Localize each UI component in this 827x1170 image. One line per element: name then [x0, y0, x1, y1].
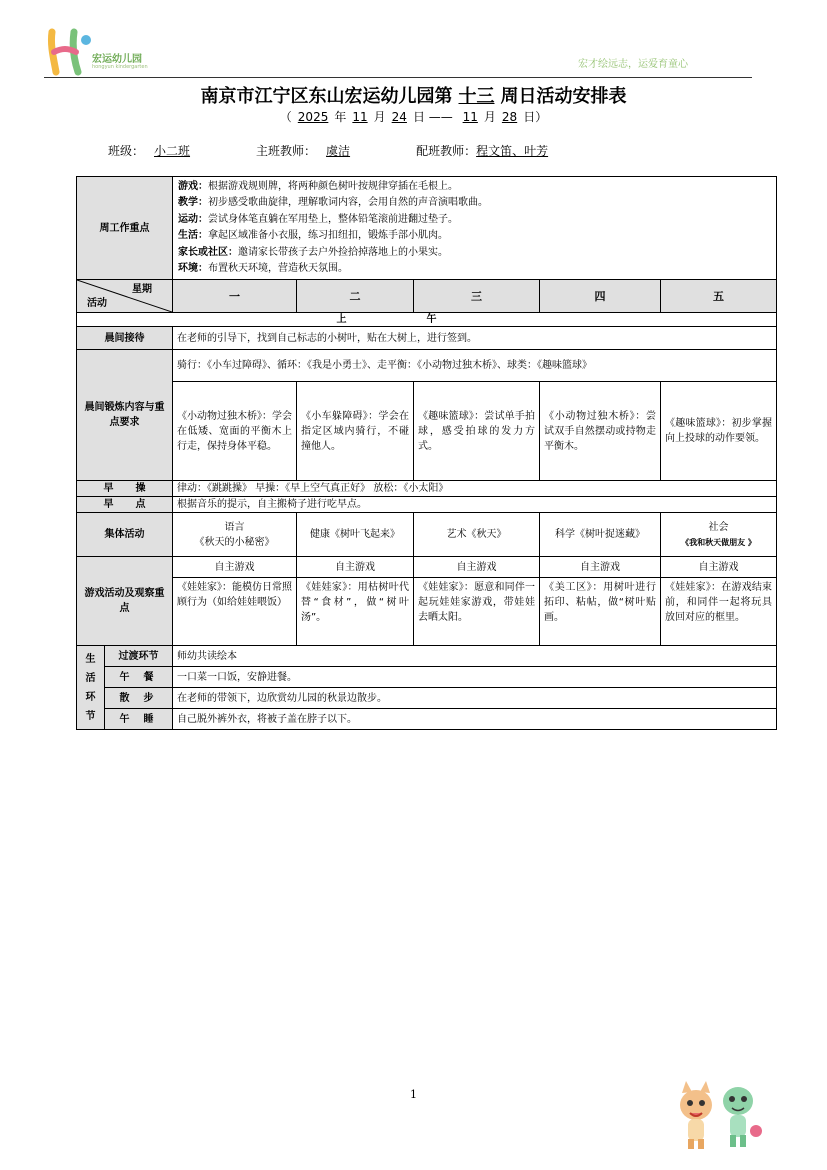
logo-text: 宏运幼儿园: [92, 54, 142, 65]
play-type-5: 自主游戏: [661, 557, 777, 578]
focus-item: 家长或社区：邀请家长带孩子去户外捡拾掉落地上的小果实。: [178, 246, 448, 258]
group-day-5: 社会 《我和秋天做朋友 》: [661, 513, 777, 557]
assist-teachers: 程文笛、叶芳: [476, 144, 549, 158]
exercise-label: 晨间锻炼内容与重点要求: [77, 350, 173, 481]
mascot-icon: [668, 1075, 768, 1153]
start-day: 24: [391, 110, 407, 124]
life-row-walk: [77, 688, 777, 709]
play-day-2: 《娃娃家》：用枯树叶代替“食材”，做“树叶汤”。: [297, 578, 414, 646]
life-text-lunch: 一口菜一口饭，安静进餐。: [173, 667, 777, 688]
date-open: （: [279, 110, 292, 124]
logo-h-icon: [44, 26, 94, 76]
play-type-3: 自主游戏: [414, 557, 540, 578]
header-rule: [44, 77, 752, 78]
exercise-day-4: 《小动物过独木桥》：尝试双手自然摆动或持物走平衡木。: [540, 382, 661, 481]
year-label: 年: [334, 110, 347, 124]
play-day-4: 《美工区》：用树叶进行拓印、粘帖，做“树叶贴画。: [540, 578, 661, 646]
morning-label: 上午: [77, 313, 777, 327]
class-info: [108, 142, 548, 159]
assist-teacher-label: 配班教师：: [416, 144, 477, 158]
morning-row: [77, 313, 777, 327]
start-month: 11: [352, 110, 368, 124]
snack-row: [77, 497, 777, 513]
exercise-summary-row: [77, 350, 777, 382]
play-type-2: 自主游戏: [297, 557, 414, 578]
play-type-4: 自主游戏: [540, 557, 661, 578]
life-text-walk: 在老师的带领下，边欣赏幼儿园的秋景边散步。: [173, 688, 777, 709]
title-suffix: 周日活动安排表: [500, 86, 627, 107]
day-3: 三: [414, 280, 540, 313]
day-5: 五: [661, 280, 777, 313]
date-close: 日）: [523, 110, 548, 124]
week-focus-row: [77, 177, 777, 280]
exercise-days-row: [77, 382, 777, 481]
play-day-5: 《娃娃家》：在游戏结束前，和同伴一起将玩具放回对应的框里。: [661, 578, 777, 646]
page-title: [0, 82, 827, 108]
group-day-4: 科学《树叶捉迷藏》: [540, 513, 661, 557]
focus-item: 教学：初步感受歌曲旋律，理解歌词内容，会用自然的声音演唱歌曲。: [178, 197, 488, 208]
day-4: 四: [540, 280, 661, 313]
exercise-day-5: 《趣味篮球》：初步掌握向上投球的动作要领。: [661, 382, 777, 481]
page-number: 1: [410, 1088, 417, 1101]
exercise-day-2: 《小车躲障碍》：学会在指定区域内骑行，不碰撞他人。: [297, 382, 414, 481]
logo-subtext: hongyun kindergarten: [92, 64, 148, 70]
life-row-lunch: [77, 667, 777, 688]
play-type-1: 自主游戏: [173, 557, 297, 578]
day-2: 二: [297, 280, 414, 313]
life-section-label: [77, 646, 105, 730]
life-text-nap: 自己脱外裤外衣，将被子盖在脖子以下。: [173, 709, 777, 730]
exercise-day-1: 《小动物过独木桥》：学会在低矮、宽面的平衡木上行走，保持身体平稳。: [173, 382, 297, 481]
reception-row: [77, 327, 777, 350]
morning-exercise-label: 早操: [77, 481, 173, 497]
end-day: 28: [501, 110, 518, 124]
reception-text: 在老师的引导下，找到自己标志的小树叶，贴在大树上，进行签到。: [173, 327, 777, 350]
play-days-row: [77, 578, 777, 646]
life-label-walk: 散步: [105, 688, 173, 709]
life-label-text: 生活环节: [85, 653, 96, 722]
reception-label: 晨间接待: [77, 327, 173, 350]
life-row-nap: [77, 709, 777, 730]
focus-item: 游戏：根据游戏规则牌，将两种颜色树叶按规律穿插在毛根上。: [178, 180, 458, 192]
title-prefix: 南京市江宁区东山宏运幼儿园第: [200, 86, 453, 107]
week-focus-content: [173, 177, 777, 280]
end-month: 11: [462, 110, 478, 124]
life-row-transition: [77, 646, 777, 667]
morning-exercise-text: 律动：《跳跳操》 早操：《早上空气真正好》 放松：《小太阳》: [173, 481, 777, 497]
title-week: 十三: [458, 86, 495, 107]
class-name: 小二班: [154, 144, 191, 158]
week-activity-header: [77, 280, 173, 313]
head-teacher-label: 主班教师：: [256, 144, 317, 158]
week-focus-label: 周工作重点: [77, 177, 173, 280]
life-text-transition: 师幼共读绘本: [173, 646, 777, 667]
exercise-day-3: 《趣味篮球》：尝试单手拍球，感受拍球的发力方式。: [414, 382, 540, 481]
head-teacher: 虞洁: [326, 144, 351, 158]
play-day-3: 《娃娃家》：愿意和同伴一起玩娃娃家游戏，带娃娃去晒太阳。: [414, 578, 540, 646]
group-activity-row: [77, 513, 777, 557]
exercise-summary: 骑行：《小车过障碍》、循环：《我是小勇士》、走平衡：《小动物过独木桥》、球类：《趣味篮球》: [173, 350, 777, 382]
life-label-transition: 过渡环节: [105, 646, 173, 667]
play-type-row: [77, 557, 777, 578]
date-range: [0, 108, 827, 125]
month-label: 月: [373, 110, 386, 124]
focus-item: 生活：拿起区域准备小衣服，练习扣纽扣，锻炼手部小肌肉。: [178, 230, 448, 241]
snack-text: 根据音乐的提示，自主搬椅子进行吃早点。: [173, 497, 777, 513]
day-label: 日: [412, 110, 425, 124]
group-day-1: 语言 《秋天的小秘密》: [173, 513, 297, 557]
start-year: 2025: [297, 110, 329, 124]
morning-exercise-row: [77, 481, 777, 497]
focus-item: 环境：布置秋天环境，营造秋天氛围。: [178, 263, 348, 274]
day-1: 一: [173, 280, 297, 313]
class-label: 班级：: [108, 144, 145, 158]
group-day-3: 艺术《秋天》: [414, 513, 540, 557]
life-label-lunch: 午餐: [105, 667, 173, 688]
focus-item: 运动：尝试身体笔直躺在军用垫上，整体铅笔滚前进翻过垫子。: [178, 213, 458, 225]
end-month-label: 月: [483, 110, 496, 124]
life-label-nap: 午睡: [105, 709, 173, 730]
day-header-row: [77, 280, 777, 313]
activity-schedule-table: [76, 176, 777, 730]
snack-label: 早点: [77, 497, 173, 513]
group-day-2: 健康《树叶飞起来》: [297, 513, 414, 557]
play-activity-label: 游戏活动及观察重点: [77, 557, 173, 646]
header-week: 星期: [132, 284, 152, 295]
header-activity: 活动: [87, 298, 107, 309]
date-dash: ——: [428, 110, 453, 124]
mascot-illustration: [668, 1075, 768, 1153]
group-activity-label: 集体活动: [77, 513, 173, 557]
play-day-1: 《娃娃家》：能模仿日常照顾行为（如给娃娃喂饭）: [173, 578, 297, 646]
slogan: 宏才绘远志，运爱育童心: [578, 59, 688, 70]
